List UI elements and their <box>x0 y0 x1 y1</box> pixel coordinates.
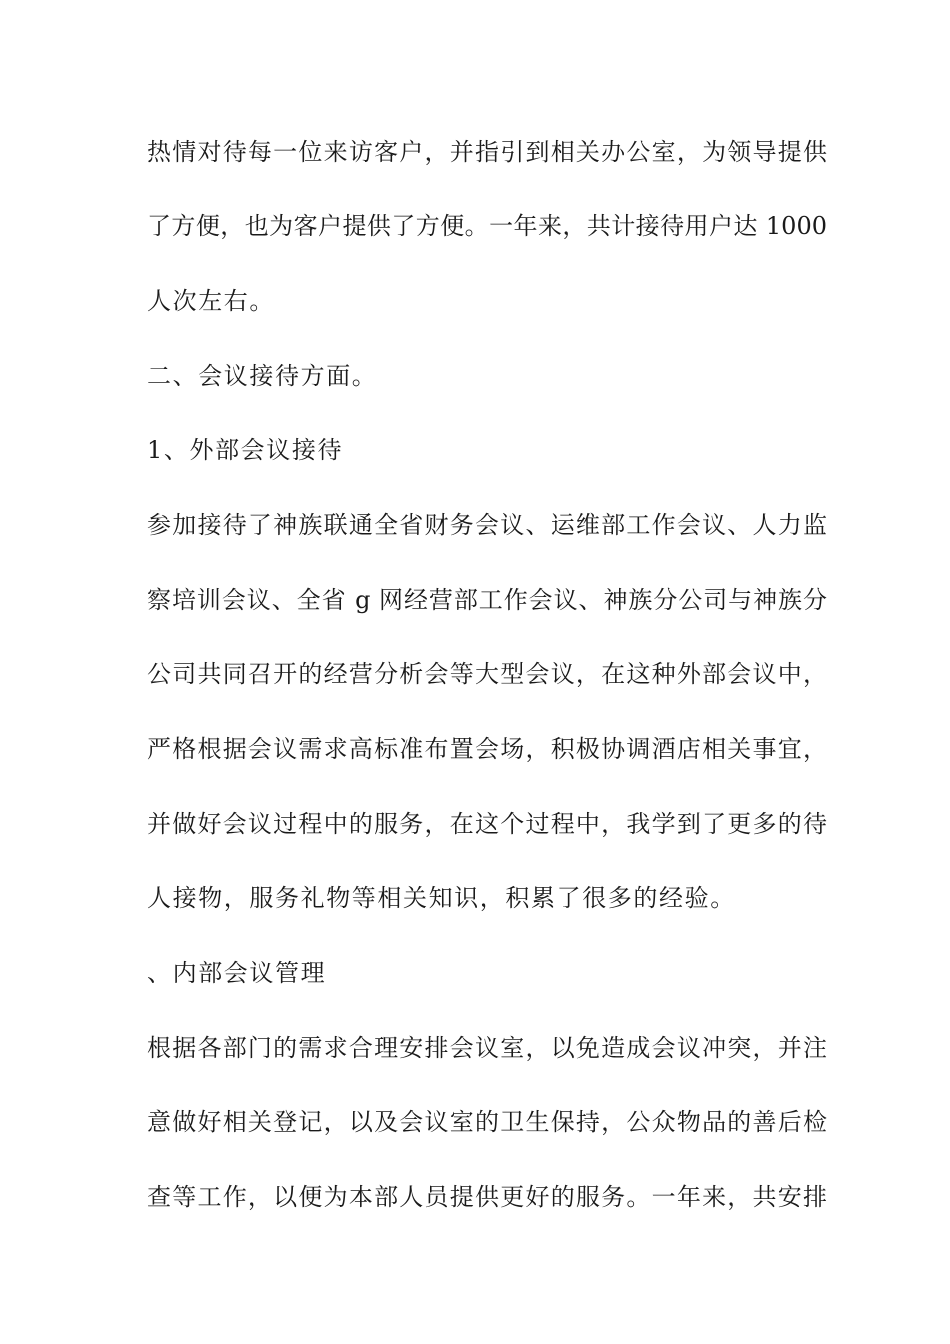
paragraph-line: 查等工作，以便为本部人员提供更好的服务。一年来，共安排 <box>147 1183 827 1211</box>
section-heading: 二、会议接待方面。 <box>147 362 378 390</box>
paragraph-line: 根据各部门的需求合理安排会议室，以免造成会议冲突，并注 <box>147 1034 827 1062</box>
paragraph-line: 人接物，服务礼物等相关知识，积累了很多的经验。 <box>147 884 736 912</box>
paragraph-line: 公司共同召开的经营分析会等大型会议，在这种外部会议中， <box>147 660 827 688</box>
paragraph-line: 察培训会议、全省 g 网经营部工作会议、神族分公司与神族分 <box>147 586 827 614</box>
paragraph-line: 并做好会议过程中的服务，在这个过程中，我学到了更多的待 <box>147 810 827 838</box>
paragraph-line: 严格根据会议需求高标准布置会场，积极协调酒店相关事宜， <box>147 735 827 763</box>
paragraph-line: 了方便，也为客户提供了方便。一年来，共计接待用户达 1000 <box>147 212 827 240</box>
paragraph-line: 参加接待了神族联通全省财务会议、运维部工作会议、人力监 <box>147 511 827 539</box>
paragraph-line: 意做好相关登记，以及会议室的卫生保持，公众物品的善后检 <box>147 1108 827 1136</box>
paragraph-line: 人次左右。 <box>147 287 275 315</box>
subsection-heading: 、内部会议管理 <box>147 959 327 987</box>
subsection-heading: 1、外部会议接待 <box>147 436 344 464</box>
paragraph-line: 热情对待每一位来访客户，并指引到相关办公室，为领导提供 <box>147 138 827 166</box>
